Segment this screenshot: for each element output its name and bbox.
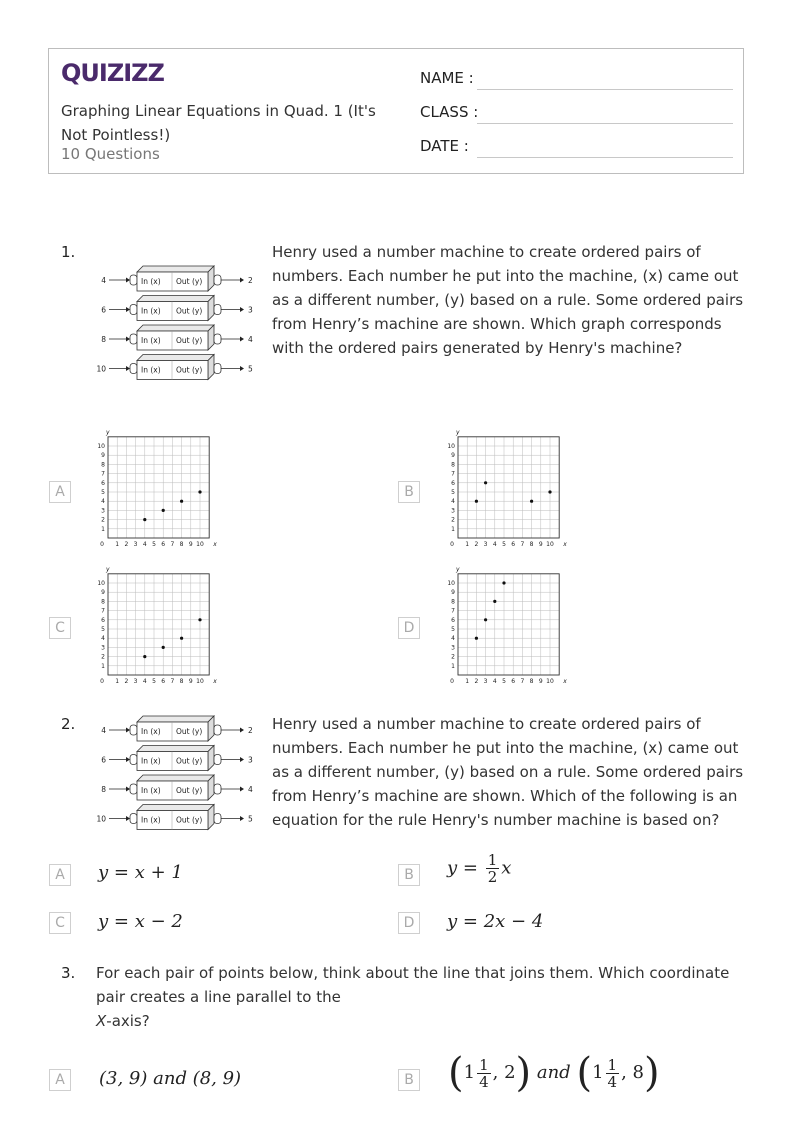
fraction-denominator: 4	[479, 1072, 489, 1091]
question-text: Henry used a number machine to create ordered pairs of numbers. Each number he put into the machine, (x) came out as a different number, (y) based on a rule. Some ordered pairs from Henry’s machine are shown. Which graph corresponds with the ordered pairs generated by Henry's machine?	[272, 243, 744, 357]
data-point	[162, 509, 165, 512]
input-value: 10	[96, 814, 106, 824]
data-point	[180, 637, 183, 640]
output-value: 5	[248, 364, 253, 374]
x-axis-label: x	[213, 541, 217, 548]
input-port	[130, 725, 137, 735]
x-tick-label: 9	[538, 541, 543, 548]
input-value: 10	[96, 364, 106, 374]
option-a-graph	[92, 430, 216, 550]
option-b-graph	[442, 430, 566, 550]
output-value: 3	[248, 755, 253, 765]
x-tick-label: 6	[511, 678, 516, 685]
option-a-box[interactable]: A	[49, 481, 71, 503]
y-value: 8	[632, 1062, 644, 1083]
output-value: 4	[248, 785, 253, 794]
y-tick-label: 5	[101, 626, 105, 633]
in-label: In (x)	[141, 756, 161, 766]
question-number: 2.	[61, 715, 76, 733]
x-tick-label: 6	[161, 541, 166, 548]
x-tick-label: 10	[546, 541, 554, 548]
x-tick-label: 7	[170, 678, 175, 685]
option-d-graph	[442, 567, 566, 687]
machine-top	[137, 716, 214, 722]
arrowhead	[126, 278, 130, 283]
x-tick-label: 4	[142, 678, 147, 685]
y-tick-label: 9	[451, 452, 455, 460]
arrowhead	[240, 728, 244, 733]
fraction-denominator: 2	[487, 868, 498, 886]
fraction-numerator: 1	[487, 851, 498, 869]
x-axis-label: x	[563, 541, 567, 548]
y-tick-label: 7	[451, 470, 455, 478]
data-point	[475, 500, 478, 503]
out-label: Out (y)	[176, 756, 203, 766]
x-tick-label: 3	[133, 678, 138, 685]
x-tick-label: 3	[133, 541, 138, 548]
y-tick-label: 7	[101, 607, 105, 615]
data-point	[493, 600, 496, 603]
equation-d: y = 2x − 4	[447, 911, 544, 932]
data-point	[180, 500, 183, 503]
output-port	[214, 305, 221, 315]
y-tick-label: 2	[451, 516, 455, 524]
data-point	[475, 637, 478, 640]
x-tick-label: 7	[170, 541, 175, 548]
x-tick-label: 1	[465, 678, 470, 685]
equation-b-lhs: y =	[447, 857, 478, 879]
x-tick-label: 10	[546, 678, 554, 685]
fraction-numerator: 1	[607, 1055, 618, 1074]
x-tick-label: 4	[492, 541, 497, 548]
x-tick-label: 8	[179, 541, 184, 548]
x-tick-label: 4	[492, 678, 497, 685]
out-label: Out (y)	[176, 786, 203, 795]
in-label: In (x)	[141, 727, 161, 736]
output-port	[214, 364, 221, 374]
output-port	[214, 755, 221, 765]
arrowhead	[240, 366, 244, 371]
data-point	[162, 646, 165, 649]
input-value: 6	[101, 305, 106, 315]
question-number: 3.	[61, 964, 76, 982]
arrowhead	[240, 307, 244, 312]
origin-label: 0	[100, 541, 104, 548]
x-tick-label: 5	[152, 541, 156, 548]
option-b-box[interactable]: B	[398, 864, 420, 886]
option-b-box[interactable]: B	[398, 1069, 420, 1091]
data-point	[198, 618, 201, 621]
output-value: 3	[248, 305, 253, 315]
x-tick-label: 9	[188, 678, 193, 685]
y-tick-label: 10	[97, 580, 105, 587]
y-tick-label: 4	[101, 498, 105, 506]
x-tick-label: 5	[502, 541, 506, 548]
y-tick-label: 3	[451, 507, 455, 515]
arrowhead	[126, 757, 130, 762]
x-tick-label: 3	[483, 541, 488, 548]
input-port	[130, 784, 137, 794]
input-port	[130, 364, 137, 374]
y-tick-label: 6	[101, 479, 105, 487]
machine-top	[137, 296, 214, 302]
x-axis-label: x	[213, 678, 217, 685]
x-tick-label: 6	[511, 541, 516, 548]
question-text: Henry used a number machine to create ordered pairs of numbers. Each number he put into the machine, (x) came out as a different number, (y) based on a rule. Some ordered pairs from Henry’s machine are shown. Which of the following is an equation for the rule Henry's number machine is based on?	[272, 715, 744, 829]
y-tick-label: 5	[451, 626, 455, 633]
y-tick-label: 8	[101, 598, 105, 606]
plot-frame	[108, 437, 209, 538]
y-tick-label: 6	[101, 616, 105, 624]
name-field[interactable]	[477, 89, 733, 90]
quizizz-logo: QUIZIZZ	[61, 59, 164, 87]
y-tick-label: 1	[451, 525, 455, 533]
input-port	[130, 814, 137, 824]
y-tick-label: 4	[101, 635, 105, 643]
x-tick-label: 8	[529, 678, 534, 685]
origin-label: 0	[100, 678, 104, 685]
plot-frame	[458, 437, 559, 538]
y-tick-label: 6	[451, 479, 455, 487]
y-axis-label: y	[456, 565, 460, 573]
y-tick-label: 1	[101, 525, 105, 533]
plot-frame	[458, 574, 559, 675]
output-value: 2	[248, 276, 253, 285]
input-port	[130, 755, 137, 765]
date-label: DATE :	[420, 137, 469, 155]
y-tick-label: 1	[101, 662, 105, 670]
in-label: In (x)	[141, 365, 161, 375]
out-label: Out (y)	[176, 727, 203, 736]
x-tick-label: 5	[502, 678, 506, 685]
worksheet-header	[48, 48, 744, 174]
x-tick-label: 8	[529, 541, 534, 548]
x-tick-label: 3	[483, 678, 488, 685]
data-point	[484, 481, 487, 484]
input-port	[130, 334, 137, 344]
data-point	[530, 500, 533, 503]
in-label: In (x)	[141, 815, 161, 825]
arrowhead	[126, 337, 130, 342]
plot-frame	[108, 574, 209, 675]
x-tick-label: 2	[124, 678, 129, 685]
y-tick-label: 9	[101, 452, 105, 460]
out-label: Out (y)	[176, 306, 203, 316]
arrowhead	[240, 337, 244, 342]
class-field[interactable]	[477, 123, 733, 124]
option-c-box[interactable]: C	[49, 617, 71, 639]
equation-c: y = x − 2	[98, 911, 183, 932]
output-port	[214, 334, 221, 344]
date-field[interactable]	[477, 157, 733, 158]
y-tick-label: 8	[101, 461, 105, 469]
output-value: 5	[248, 814, 253, 824]
x-tick-label: 7	[520, 678, 525, 685]
equation-b	[447, 852, 511, 885]
arrowhead	[126, 816, 130, 821]
input-value: 8	[101, 785, 106, 794]
y-tick-label: 6	[451, 616, 455, 624]
x-tick-label: 10	[196, 541, 204, 548]
input-value: 6	[101, 755, 106, 765]
data-point	[198, 490, 201, 493]
arrowhead	[240, 816, 244, 821]
option-c-box[interactable]: C	[49, 912, 71, 934]
question-number: 1.	[61, 243, 76, 261]
output-value: 2	[248, 726, 253, 735]
x-tick-label: 4	[142, 541, 147, 548]
data-point	[484, 618, 487, 621]
x-tick-label: 10	[196, 678, 204, 685]
class-label: CLASS :	[420, 103, 479, 121]
x-tick-label: 8	[179, 678, 184, 685]
out-label: Out (y)	[176, 815, 203, 825]
x-tick-label: 9	[538, 678, 543, 685]
mixed-whole: 1	[463, 1062, 476, 1083]
y-tick-label: 10	[447, 580, 455, 587]
input-port	[130, 305, 137, 315]
y-tick-label: 9	[101, 589, 105, 597]
question-text-main: For each pair of points below, think about the line that joins them. Which coordinate pair creates a line parallel to the	[96, 964, 730, 1006]
y-tick-label: 1	[451, 662, 455, 670]
y-axis-label: y	[456, 428, 460, 436]
input-port	[130, 275, 137, 285]
option-d-box[interactable]: D	[398, 617, 420, 639]
option-d-box[interactable]: D	[398, 912, 420, 934]
x-tick-label: 6	[161, 678, 166, 685]
fraction	[477, 1057, 491, 1090]
x-tick-label: 2	[474, 678, 479, 685]
in-label: In (x)	[141, 306, 161, 316]
y-tick-label: 8	[451, 461, 455, 469]
y-tick-label: 3	[101, 644, 105, 652]
origin-label: 0	[450, 678, 454, 685]
y-tick-label: 9	[451, 589, 455, 597]
y-tick-label: 5	[101, 489, 105, 496]
number-machine-diagram	[96, 262, 258, 386]
y-tick-label: 7	[101, 470, 105, 478]
fraction-denominator: 4	[607, 1072, 618, 1091]
in-label: In (x)	[141, 336, 161, 345]
y-axis-label: y	[106, 428, 110, 436]
data-point	[548, 490, 551, 493]
input-value: 8	[101, 335, 106, 344]
data-point	[143, 518, 146, 521]
x-tick-label: 1	[115, 541, 120, 548]
fraction-numerator: 1	[479, 1055, 489, 1074]
fraction	[606, 1057, 620, 1090]
number-machine-diagram	[96, 712, 258, 836]
arrowhead	[126, 366, 130, 371]
input-value: 4	[101, 726, 106, 735]
equation-a: y = x + 1	[98, 862, 183, 883]
x-axis-label: x	[563, 678, 567, 685]
axis-variable: X	[96, 1012, 107, 1030]
axis-text: -axis?	[106, 1012, 150, 1030]
out-label: Out (y)	[176, 277, 203, 286]
x-tick-label: 5	[152, 678, 156, 685]
option-a-box[interactable]: A	[49, 864, 71, 886]
coordinate-pair-a: (3, 9) and (8, 9)	[99, 1068, 242, 1089]
option-a-box[interactable]: A	[49, 1069, 71, 1091]
y-axis-label: y	[106, 565, 110, 573]
question-count: 10 Questions	[61, 145, 160, 163]
y-tick-label: 4	[451, 635, 455, 643]
machine-top	[137, 775, 214, 781]
data-point	[143, 655, 146, 658]
output-port	[214, 784, 221, 794]
arrowhead	[240, 787, 244, 792]
y-tick-label: 2	[451, 653, 455, 661]
arrowhead	[240, 757, 244, 762]
y-tick-label: 5	[451, 489, 455, 496]
fraction	[486, 852, 500, 885]
x-tick-label: 7	[520, 541, 525, 548]
option-b-box[interactable]: B	[398, 481, 420, 503]
arrowhead	[240, 278, 244, 283]
output-value: 4	[248, 335, 253, 344]
input-value: 4	[101, 276, 106, 285]
machine-top	[137, 746, 214, 752]
machine-top	[137, 805, 214, 811]
y-tick-label: 7	[451, 607, 455, 615]
x-tick-label: 9	[188, 541, 193, 548]
output-port	[214, 814, 221, 824]
x-tick-label: 1	[115, 678, 120, 685]
origin-label: 0	[450, 541, 454, 548]
y-tick-label: 2	[101, 653, 105, 661]
y-tick-label: 10	[447, 443, 455, 450]
in-label: In (x)	[141, 277, 161, 286]
x-tick-label: 1	[465, 541, 470, 548]
output-port	[214, 275, 221, 285]
output-port	[214, 725, 221, 735]
mixed-whole: 1	[592, 1062, 604, 1083]
out-label: Out (y)	[176, 336, 203, 345]
arrowhead	[126, 787, 130, 792]
out-label: Out (y)	[176, 365, 203, 375]
question-text	[96, 961, 736, 1033]
x-tick-label: 2	[124, 541, 129, 548]
in-label: In (x)	[141, 786, 161, 795]
y-tick-label: 4	[451, 498, 455, 506]
y-tick-label: 8	[451, 598, 455, 606]
option-c-graph	[92, 567, 216, 687]
equation-b-var: x	[501, 857, 512, 879]
arrowhead	[126, 307, 130, 312]
and-word: and	[536, 1062, 571, 1083]
y-tick-label: 3	[101, 507, 105, 515]
machine-top	[137, 266, 214, 272]
y-value: 2	[504, 1062, 516, 1083]
coordinate-pair-b: (1 $\frac{1}{4}$ , 2) and (1 $\frac{1}{4}$ , 8)	[448, 1050, 660, 1096]
name-label: NAME :	[420, 69, 474, 87]
y-tick-label: 3	[451, 644, 455, 652]
machine-top	[137, 325, 214, 331]
worksheet-title: Graphing Linear Equations in Quad. 1 (It's Not Pointless!)	[61, 102, 376, 144]
data-point	[502, 581, 505, 584]
x-tick-label: 2	[474, 541, 479, 548]
y-tick-label: 10	[97, 443, 105, 450]
y-tick-label: 2	[101, 516, 105, 524]
arrowhead	[126, 728, 130, 733]
machine-top	[137, 355, 214, 361]
